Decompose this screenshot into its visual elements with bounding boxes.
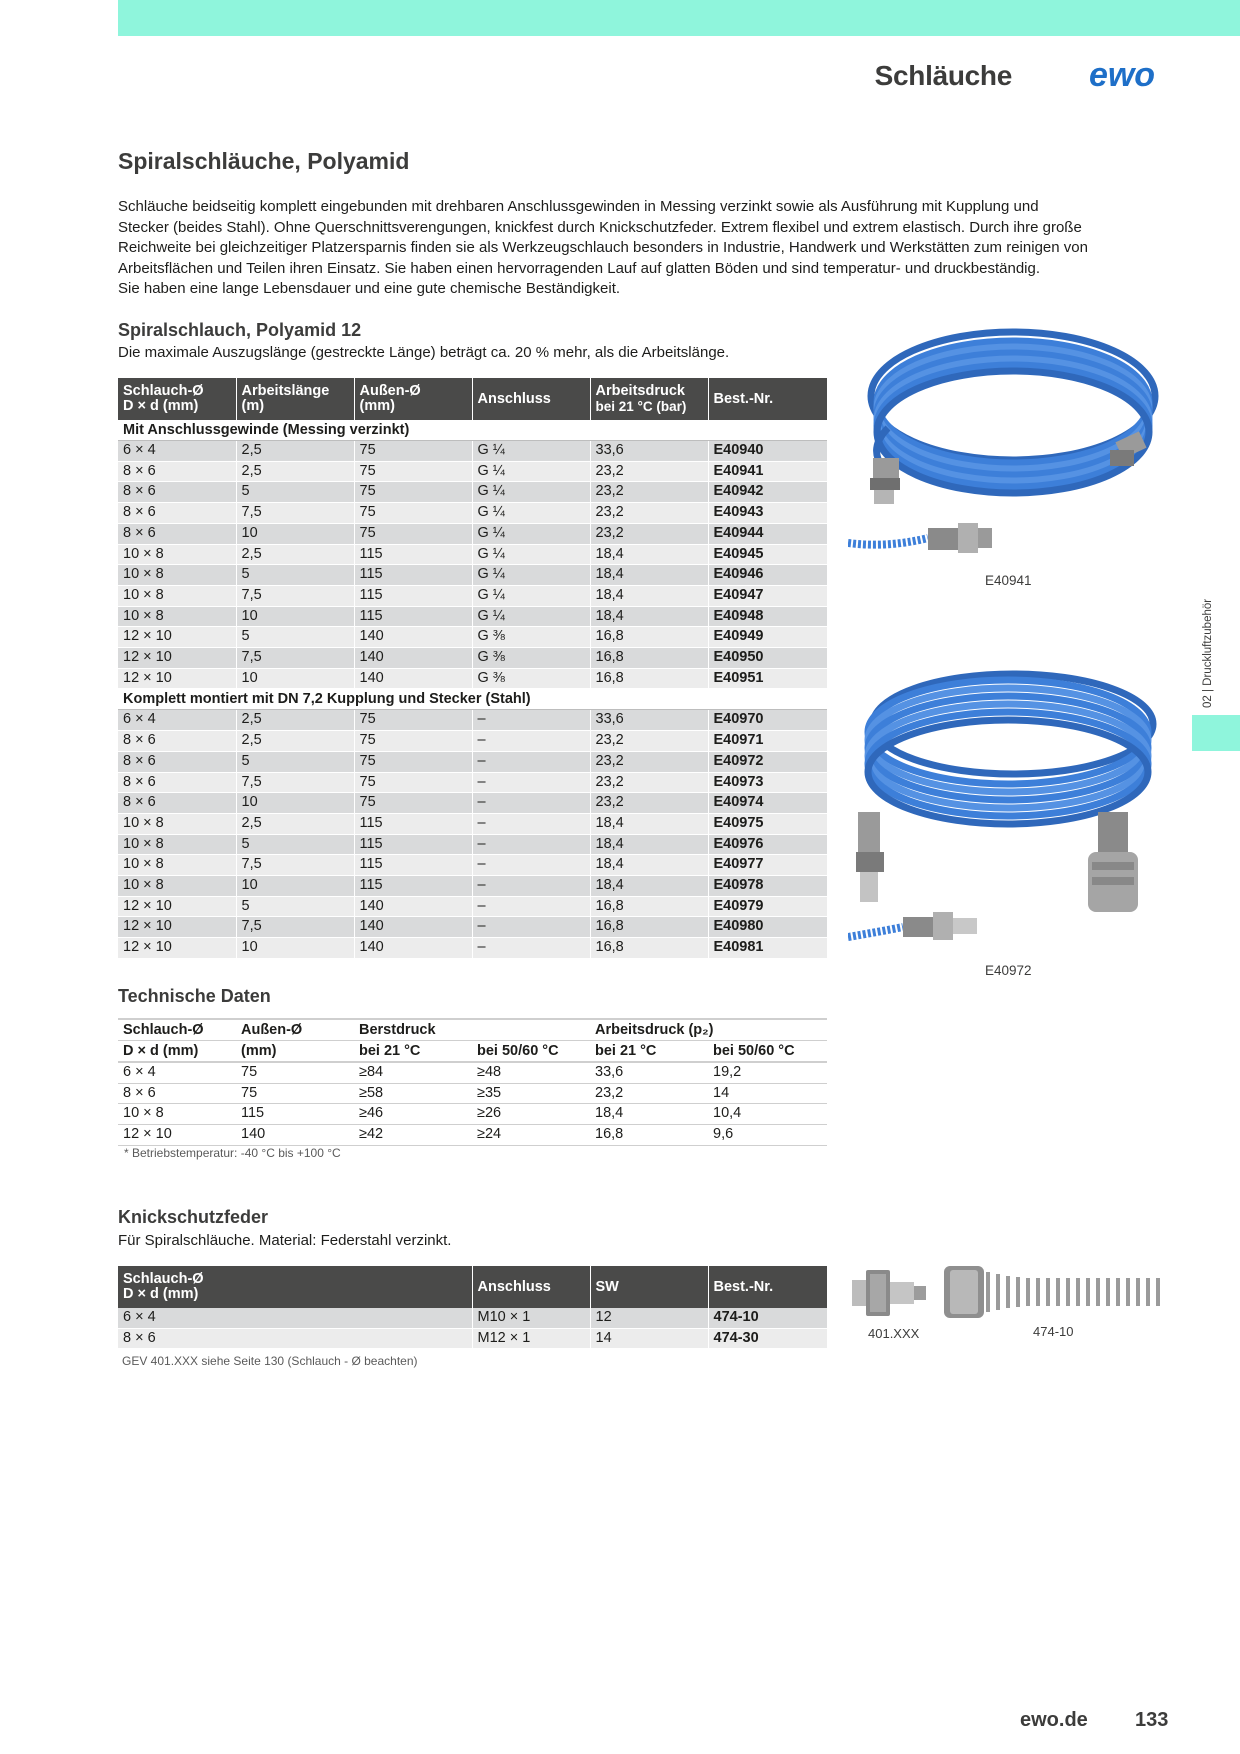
table-cell: 5 (236, 565, 354, 586)
table-cell: G ¼ (472, 585, 590, 606)
table-row (118, 1125, 827, 1146)
table-cell: 10 (236, 606, 354, 627)
table-cell: 10 × 8 (118, 585, 236, 606)
table-cell: 75 (354, 793, 472, 814)
table-row (118, 627, 827, 648)
table-row (118, 731, 827, 752)
section-subtitle-polyamid: Die maximale Auszugslänge (gestreckte Länge) beträgt ca. 20 % mehr, als die Arbeitslänge. (118, 344, 730, 361)
table-cell: 8 × 6 (118, 461, 236, 482)
table-header-row (118, 378, 827, 420)
table-cell: M12 × 1 (472, 1328, 590, 1349)
col-header: Best.-Nr. (708, 378, 827, 420)
table-cell: 12 (590, 1308, 708, 1328)
table-cell: E40944 (708, 523, 827, 544)
table-cell: ≥35 (472, 1083, 590, 1104)
table-cell: 23,2 (590, 461, 708, 482)
table-cell: 10 × 8 (118, 606, 236, 627)
table-cell: ≥42 (354, 1125, 472, 1146)
section-title-spring: Knickschutzfeder (118, 1207, 269, 1227)
table-cell: E40970 (708, 710, 827, 731)
table-cell: 18,4 (590, 606, 708, 627)
table-row (118, 813, 827, 834)
table-cell: 12 × 10 (118, 668, 236, 689)
table-cell: 23,2 (590, 751, 708, 772)
table-cell: 7,5 (236, 648, 354, 669)
footnote-gev: GEV 401.XXX siehe Seite 130 (Schlauch - Ø beachten) (122, 1354, 418, 1368)
table-row (118, 482, 827, 503)
table-cell: 9,6 (708, 1125, 827, 1146)
col-header: Außen-Ø (236, 1019, 354, 1041)
table-row (118, 917, 827, 938)
table-cell: 75 (354, 461, 472, 482)
table-cell: 18,4 (590, 876, 708, 897)
col-header: Arbeitsdruck (p₂) (590, 1019, 827, 1041)
table-cell: 16,8 (590, 668, 708, 689)
table-cell: 75 (354, 751, 472, 772)
table-cell: – (472, 813, 590, 834)
table-cell: 7,5 (236, 503, 354, 524)
table-cell: 75 (354, 482, 472, 503)
table-cell: 140 (354, 648, 472, 669)
table-cell: 33,6 (590, 441, 708, 462)
col-header: Arbeitslänge (m) (236, 378, 354, 420)
table-cell: ≥26 (472, 1104, 590, 1125)
table-cell: 14 (708, 1083, 827, 1104)
section-title-techdata: Technische Daten (118, 986, 271, 1006)
top-accent-bar (118, 0, 1240, 36)
table-cell: 75 (236, 1062, 354, 1083)
table-cell: 2,5 (236, 813, 354, 834)
table-cell: 8 × 6 (118, 1328, 472, 1349)
table-cell: 5 (236, 627, 354, 648)
table-cell: 8 × 6 (118, 772, 236, 793)
col-header: Berstdruck (354, 1019, 590, 1041)
table-cell: 23,2 (590, 503, 708, 524)
table-cell: M10 × 1 (472, 1308, 590, 1328)
col-header: Arbeitsdruck bei 21 °C (bar) (590, 378, 708, 420)
col-header: Anschluss (472, 378, 590, 420)
table-cell: 2,5 (236, 710, 354, 731)
table-group-row (118, 689, 827, 710)
table-cell: 75 (236, 1083, 354, 1104)
image-caption: 401.XXX (868, 1326, 920, 1341)
col-header: (mm) (236, 1041, 354, 1063)
table-cell: – (472, 793, 590, 814)
col-header: Schlauch-Ø D × d (mm) (118, 378, 236, 420)
table-cell: 18,4 (590, 544, 708, 565)
table-row (118, 606, 827, 627)
table-cell: 10 × 8 (118, 565, 236, 586)
table-cell: 140 (354, 938, 472, 959)
table-row (118, 710, 827, 731)
table-cell: 75 (354, 772, 472, 793)
col-header: bei 50/60 °C (708, 1041, 827, 1063)
table-cell: 8 × 6 (118, 1083, 236, 1104)
table-cell: G ⅜ (472, 648, 590, 669)
table-row (118, 1083, 827, 1104)
table-cell: 18,4 (590, 1104, 708, 1125)
table-header-row (118, 1041, 827, 1063)
fitting-401-image (850, 1264, 930, 1322)
table-cell: – (472, 710, 590, 731)
col-header: bei 21 °C (590, 1041, 708, 1063)
image-caption: E40972 (985, 963, 1032, 978)
main-title: Spiralschläuche, Polyamid (118, 148, 410, 174)
table-cell: 23,2 (590, 731, 708, 752)
table-cell: E40980 (708, 917, 827, 938)
table-cell: 12 × 10 (118, 1125, 236, 1146)
table-cell: 140 (354, 896, 472, 917)
table-cell: 6 × 4 (118, 441, 236, 462)
table-cell: G ⅜ (472, 668, 590, 689)
table-cell: 12 × 10 (118, 917, 236, 938)
table-row (118, 1062, 827, 1083)
table-cell: G ¼ (472, 523, 590, 544)
table-cell: 23,2 (590, 772, 708, 793)
table-cell: E40976 (708, 834, 827, 855)
table-cell: 16,8 (590, 1125, 708, 1146)
table-cell: 115 (354, 544, 472, 565)
table-cell: E40973 (708, 772, 827, 793)
table-cell: 115 (354, 813, 472, 834)
table-cell: 12 × 10 (118, 938, 236, 959)
table-cell: 33,6 (590, 710, 708, 731)
intro-line: Arbeitsflächen und Teilen ihren Einsatz. Sie haben einen hervorragenden Lauf auf glatten Böden und sind temperatur- und druckbeständig. (118, 259, 1041, 277)
table-cell: E40945 (708, 544, 827, 565)
table-cell: 140 (236, 1125, 354, 1146)
col-header: Anschluss (472, 1266, 590, 1308)
table-cell: 75 (354, 731, 472, 752)
table-cell: 2,5 (236, 731, 354, 752)
spring-474-image (940, 1262, 1172, 1322)
table-cell: 10 × 8 (118, 544, 236, 565)
col-header: SW (590, 1266, 708, 1308)
table-cell: 23,2 (590, 793, 708, 814)
table-cell: 5 (236, 751, 354, 772)
group-label: Komplett montiert mit DN 7,2 Kupplung und Stecker (Stahl) (118, 689, 827, 710)
table-cell: ≥46 (354, 1104, 472, 1125)
table-cell: G ¼ (472, 565, 590, 586)
table-cell: G ¼ (472, 503, 590, 524)
table-cell: – (472, 731, 590, 752)
table-cell: E40971 (708, 731, 827, 752)
col-header: bei 21 °C (354, 1041, 472, 1063)
table-cell: 10 × 8 (118, 813, 236, 834)
table-cell: 23,2 (590, 523, 708, 544)
table-cell: 19,2 (708, 1062, 827, 1083)
table-cell: E40974 (708, 793, 827, 814)
col-header: Schlauch-Ø (118, 1019, 236, 1041)
footer-url: ewo.de (1020, 1709, 1088, 1731)
product-table-polyamid (118, 378, 827, 959)
table-cell: G ¼ (472, 482, 590, 503)
chapter-tab (1192, 715, 1240, 751)
table-cell: 115 (236, 1104, 354, 1125)
logo-text: ewo (1088, 58, 1156, 92)
table-cell: 115 (354, 585, 472, 606)
table-cell: G ¼ (472, 461, 590, 482)
table-cell: E40981 (708, 938, 827, 959)
table-group-row (118, 420, 827, 441)
table-header-row (118, 1019, 827, 1041)
table-cell: 16,8 (590, 917, 708, 938)
section-subtitle-spring: Für Spiralschläuche. Material: Federstahl verzinkt. (118, 1232, 452, 1249)
table-cell: E40940 (708, 441, 827, 462)
table-cell: 10 (236, 523, 354, 544)
table-cell: 10 (236, 938, 354, 959)
table-cell: 75 (354, 441, 472, 462)
table-row (118, 1308, 827, 1328)
table-cell: E40941 (708, 461, 827, 482)
col-header: Best.-Nr. (708, 1266, 827, 1308)
table-cell: ≥48 (472, 1062, 590, 1083)
table-cell: – (472, 917, 590, 938)
table-row (118, 751, 827, 772)
table-cell: E40977 (708, 855, 827, 876)
table-row (118, 1104, 827, 1125)
table-cell: G ¼ (472, 606, 590, 627)
intro-paragraph (118, 197, 1158, 300)
table-cell: 18,4 (590, 813, 708, 834)
table-row (118, 855, 827, 876)
table-cell: 10 × 8 (118, 876, 236, 897)
intro-line: Stecker (beides Stahl). Ohne Querschnittsverengungen, knickfest durch Knickschutzfeder. Extrem flexibel und extrem elastisch. Durch ihre große (118, 218, 1082, 236)
intro-line: Reichweite bei gleichzeitiger Platzersparnis finden sie als Werkzeugschlauch besonders in Industrie, Handwerk und Werkstätten zum reinigen von (118, 239, 1088, 256)
table-cell: 16,8 (590, 896, 708, 917)
table-row (118, 544, 827, 565)
table-cell: 10,4 (708, 1104, 827, 1125)
page-header-title: Schläuche (874, 60, 1012, 91)
table-cell: – (472, 896, 590, 917)
table-cell: ≥24 (472, 1125, 590, 1146)
table-row (118, 1328, 827, 1349)
table-cell: 12 × 10 (118, 896, 236, 917)
table-cell: 5 (236, 834, 354, 855)
table-cell: 474-30 (708, 1328, 827, 1349)
table-cell: 16,8 (590, 648, 708, 669)
table-cell: – (472, 834, 590, 855)
table-cell: E40946 (708, 565, 827, 586)
table-cell: 75 (354, 710, 472, 731)
table-cell: 14 (590, 1328, 708, 1349)
chapter-label: 02 | Druckluftzubehör (1202, 598, 1214, 708)
table-row (118, 938, 827, 959)
table-cell: – (472, 772, 590, 793)
table-cell: – (472, 855, 590, 876)
table-cell: E40972 (708, 751, 827, 772)
table-cell: – (472, 751, 590, 772)
table-cell: 10 (236, 876, 354, 897)
table-cell: 5 (236, 896, 354, 917)
table-cell: G ¼ (472, 544, 590, 565)
table-cell: 33,6 (590, 1062, 708, 1083)
col-header: Schlauch-Ø D × d (mm) (118, 1266, 472, 1308)
table-cell: 16,8 (590, 938, 708, 959)
table-cell: E40942 (708, 482, 827, 503)
footnote-temperature: * Betriebstemperatur: -40 °C bis +100 °C (124, 1146, 341, 1160)
table-cell: E40950 (708, 648, 827, 669)
table-cell: 23,2 (590, 1083, 708, 1104)
col-header: Außen-Ø (mm) (354, 378, 472, 420)
table-cell: E40975 (708, 813, 827, 834)
table-cell: – (472, 876, 590, 897)
table-cell: 115 (354, 565, 472, 586)
table-cell: 6 × 4 (118, 1308, 472, 1328)
table-row (118, 793, 827, 814)
table-cell: 7,5 (236, 585, 354, 606)
table-cell: 10 × 8 (118, 834, 236, 855)
table-cell: 10 (236, 793, 354, 814)
table-cell: E40943 (708, 503, 827, 524)
image-caption: 474-10 (1033, 1324, 1074, 1339)
table-row (118, 565, 827, 586)
spiral-hose-thread-image (848, 318, 1178, 570)
table-row (118, 523, 827, 544)
table-cell: 8 × 6 (118, 751, 236, 772)
table-cell: 18,4 (590, 834, 708, 855)
table-cell: 6 × 4 (118, 710, 236, 731)
table-cell: 474-10 (708, 1308, 827, 1328)
table-cell: 8 × 6 (118, 482, 236, 503)
table-cell: 2,5 (236, 441, 354, 462)
table-cell: E40978 (708, 876, 827, 897)
table-cell: 8 × 6 (118, 503, 236, 524)
table-cell: 115 (354, 606, 472, 627)
table-cell: 10 (236, 668, 354, 689)
group-label: Mit Anschlussgewinde (Messing verzinkt) (118, 420, 827, 441)
table-cell: 140 (354, 917, 472, 938)
table-cell: 8 × 6 (118, 731, 236, 752)
table-cell: 7,5 (236, 855, 354, 876)
table-cell: 115 (354, 876, 472, 897)
page-number: 133 (1135, 1709, 1169, 1731)
table-cell: 140 (354, 627, 472, 648)
table-cell: 18,4 (590, 565, 708, 586)
table-header-row (118, 1266, 827, 1308)
col-header: bei 50/60 °C (472, 1041, 590, 1063)
table-cell: 16,8 (590, 627, 708, 648)
table-row (118, 896, 827, 917)
table-row (118, 876, 827, 897)
spiral-hose-coupling-image (848, 662, 1178, 958)
table-cell: 7,5 (236, 772, 354, 793)
table-cell: 6 × 4 (118, 1062, 236, 1083)
table-row (118, 648, 827, 669)
technical-data-table (118, 1018, 827, 1146)
table-row (118, 503, 827, 524)
table-cell: 12 × 10 (118, 627, 236, 648)
table-cell: 23,2 (590, 482, 708, 503)
table-cell: E40979 (708, 896, 827, 917)
table-cell: 8 × 6 (118, 793, 236, 814)
table-cell: 12 × 10 (118, 648, 236, 669)
table-cell: E40948 (708, 606, 827, 627)
table-cell: 5 (236, 482, 354, 503)
table-cell: 75 (354, 503, 472, 524)
table-cell: ≥58 (354, 1083, 472, 1104)
table-cell: E40951 (708, 668, 827, 689)
ewo-logo (1072, 58, 1172, 92)
table-cell: 8 × 6 (118, 523, 236, 544)
table-cell: 140 (354, 668, 472, 689)
table-cell: 10 × 8 (118, 1104, 236, 1125)
table-cell: E40949 (708, 627, 827, 648)
intro-line: Sie haben eine lange Lebensdauer und eine gute chemische Beständigkeit. (118, 280, 621, 297)
table-cell: 115 (354, 834, 472, 855)
section-title-polyamid: Spiralschlauch, Polyamid 12 (118, 320, 362, 340)
spring-table (118, 1266, 827, 1349)
table-cell: 2,5 (236, 544, 354, 565)
table-cell: ≥84 (354, 1062, 472, 1083)
intro-line: Schläuche beidseitig komplett eingebunden mit drehbaren Anschlussgewinden in Messing verzinkt sowie als Ausführung mit Kupplung und (118, 198, 1039, 215)
table-row (118, 772, 827, 793)
table-cell: E40947 (708, 585, 827, 606)
table-cell: 18,4 (590, 585, 708, 606)
table-cell: 115 (354, 855, 472, 876)
image-caption: E40941 (985, 573, 1032, 588)
col-header: D × d (mm) (118, 1041, 236, 1063)
table-cell: 2,5 (236, 461, 354, 482)
table-cell: – (472, 938, 590, 959)
table-row (118, 461, 827, 482)
table-cell: G ⅜ (472, 627, 590, 648)
table-cell: G ¼ (472, 441, 590, 462)
table-cell: 7,5 (236, 917, 354, 938)
table-cell: 10 × 8 (118, 855, 236, 876)
table-row (118, 585, 827, 606)
table-row (118, 834, 827, 855)
table-cell: 75 (354, 523, 472, 544)
table-cell: 18,4 (590, 855, 708, 876)
table-row (118, 441, 827, 462)
table-row (118, 668, 827, 689)
